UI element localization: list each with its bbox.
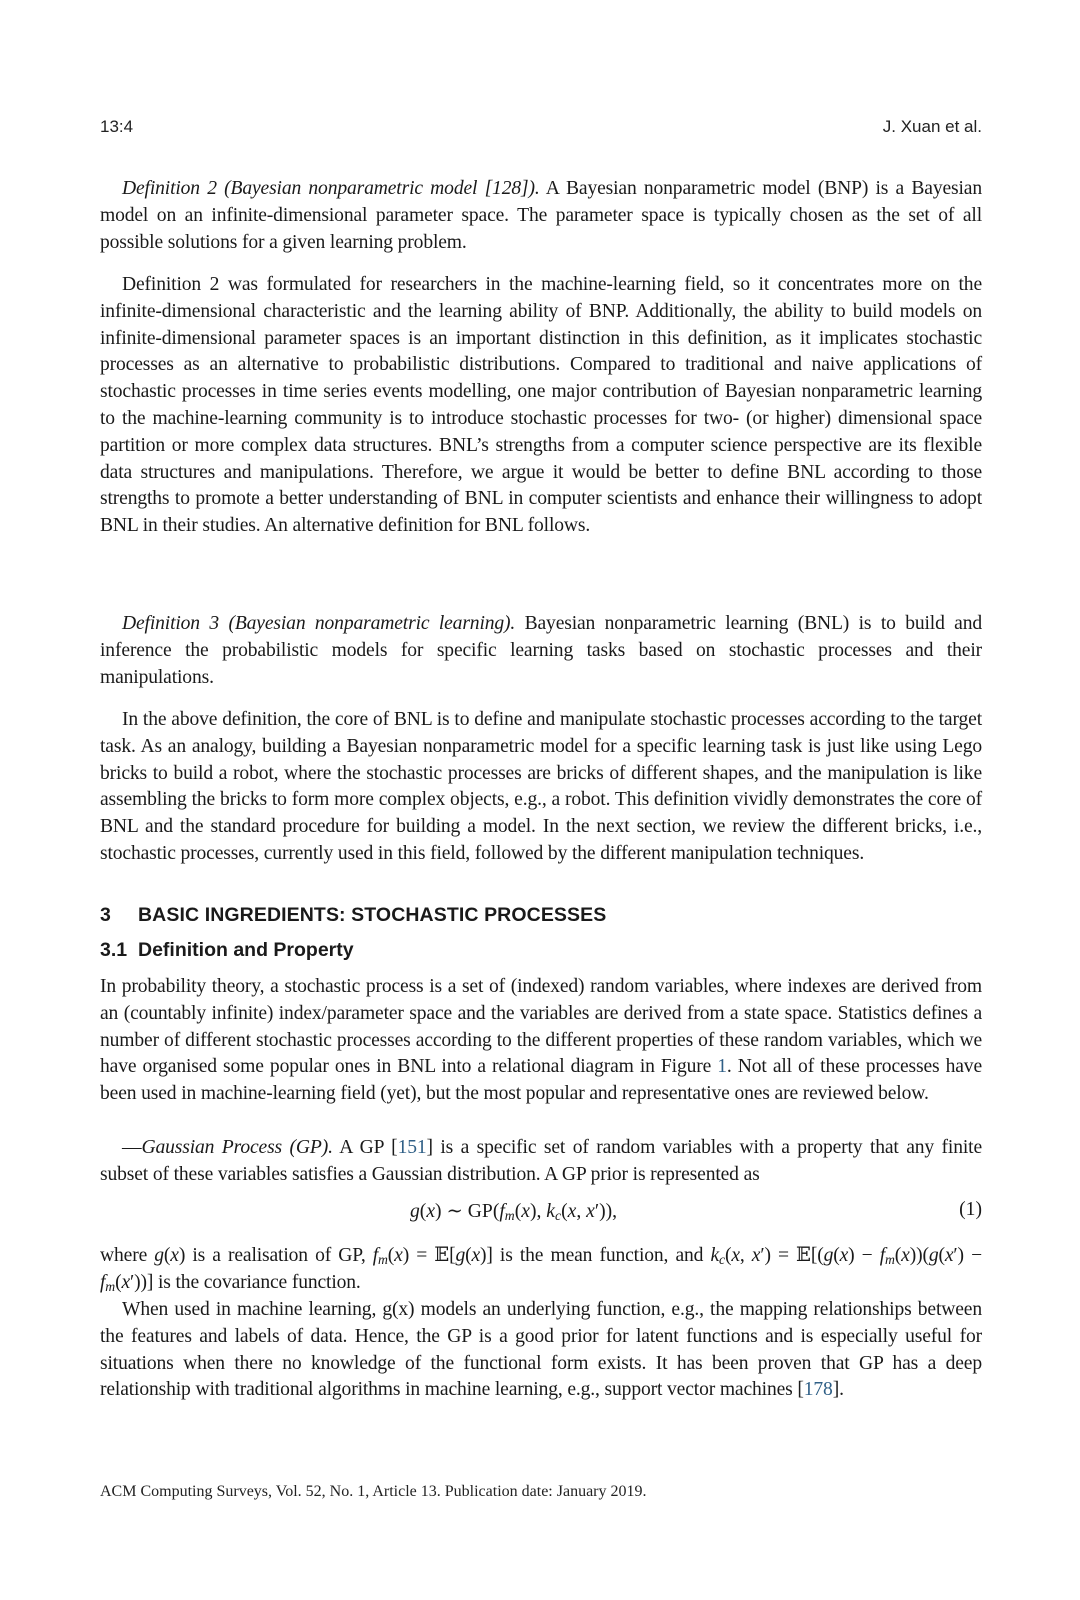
list-dash: — [122, 1137, 142, 1158]
definition-2-label: Definition 2 (Bayesian nonparametric model [128]). [122, 178, 540, 199]
citation-151-link[interactable]: 151 [397, 1137, 427, 1158]
paragraph-def2-discussion [100, 272, 982, 540]
paragraph-def2-text: Definition 2 was formulated for researchers in the machine-learning field, so it concentrates more on the infinite-dimensional characteristic and the learning ability of BNP. Additionally, the ability to build models on infinite-dimensional parameter spaces is an important distinction in this definition, as it implicates stochastic processes as an alternative to probabilistic distributions. Compared to traditional and naive applications of stochastic processes in time series events modelling, one major contribution of Bayesian nonparametric learning to the machine-learning community is to introduce stochastic processes for two- (or higher) dimensional space partition or more complex data structures. BNL’s strengths from a computer science perspective are its flexible data structures and manipulations. Therefore, we argue it would be better to define BNL according to those strengths to promote a better understanding of BNL in computer scientists and enhance their willingness to adopt BNL in their studies. An alternative definition for BNL follows. [100, 274, 982, 537]
equation-1-number: (1) [959, 1199, 982, 1220]
section-3-heading [100, 904, 606, 927]
paragraph-lego-analogy [100, 707, 982, 868]
section-3-1-number: 3.1 [100, 939, 128, 961]
running-head [100, 117, 982, 141]
gp-label: Gaussian Process (GP). [141, 1137, 333, 1158]
definition-3-label: Definition 3 (Bayesian nonparametric learning). [122, 613, 516, 634]
section-3-1-title: Definition and Property [138, 939, 354, 961]
page-footer: ACM Computing Surveys, Vol. 52, No. 1, Article 13. Publication date: January 2019. [100, 1483, 647, 1500]
paragraph-gp-machine-learning: When used in machine learning, g(x) models an underlying function, e.g., the mapping relationships between the features and labels of data. Hence, the GP is a good prior for latent functions and is especially useful for situations when there no knowledge of the functional form exists. It has been proven that GP has a deep relationship with traditional algorithms in machine learning, e.g., support vector machines [178]. [100, 1299, 982, 1401]
paragraph-lego-text: In the above definition, the core of BNL is to define and manipulate stochastic processes according to the target task. As an analogy, building a Bayesian nonparametric model for a specific learning task is just like using Lego bricks to build a robot, where the stochastic processes are bricks of different shapes, and the manipulation is like assembling the bricks to form more complex objects, e.g., a robot. This definition vividly demonstrates the core of BNL and the standard procedure for building a model. In the next section, we review the different bricks, i.e., stochastic processes, currently used in this field, followed by the different manipulation techniques. [100, 709, 982, 864]
definition-2-text: A Bayesian nonparametric model (BNP) is a Bayesian model on an infinite-dimensional parameter space. The parameter space is typically chosen as the set of all possible solutions for a given learning problem. [100, 178, 982, 253]
section-3-number: 3 [100, 904, 111, 926]
running-authors: J. Xuan et al. [882, 117, 982, 136]
definition-2 [100, 176, 982, 256]
paragraph-stochastic-process: In probability theory, a stochastic process is a set of (indexed) random variables, where indexes are derived from an (countably infinite) index/parameter space and the variables are derived from a state space. Statistics defines a number of different stochastic processes according to the different properties of these random variables, which we have organised some popular ones in BNL into a relational diagram in Figure 1. Not all of these processes have been used in machine-learning field (yet), but the most popular and representative ones are reviewed below. [100, 976, 983, 1105]
section-3-1-heading [100, 939, 354, 962]
page-label: 13:4 [100, 117, 134, 136]
section-3-title: BASIC INGREDIENTS: STOCHASTIC PROCESSES [138, 904, 607, 926]
paragraph-gaussian-process: —Gaussian Process (GP). A GP [151] is a specific set of random variables with a property that any finite subset of these variables satisfies a Gaussian distribution. A GP prior is represented as [100, 1137, 982, 1185]
citation-178-link[interactable]: 178 [803, 1379, 833, 1401]
definition-3-text: Bayesian nonparametric learning (BNL) is to build and inference the probabilistic models for specific learning tasks based on stochastic processes and their manipulations. [100, 613, 982, 688]
definition-3 [100, 611, 982, 691]
equation-1-expression: g(x) ∼ $GP(f_m(x)$, $k_c(x$, x′)), [410, 1201, 618, 1223]
paragraph-gp-where: where g(x) is a realisation of GP, $f_m(x)$ = 𝔼[g(x)] is the mean function, and $k_c(x$, x′) = 𝔼[(g(x) − $f_m(x))(g(x') - f_m(x'))$] is the covariance function. [100, 1245, 982, 1294]
figure-1-link[interactable]: 1 [717, 1056, 727, 1078]
